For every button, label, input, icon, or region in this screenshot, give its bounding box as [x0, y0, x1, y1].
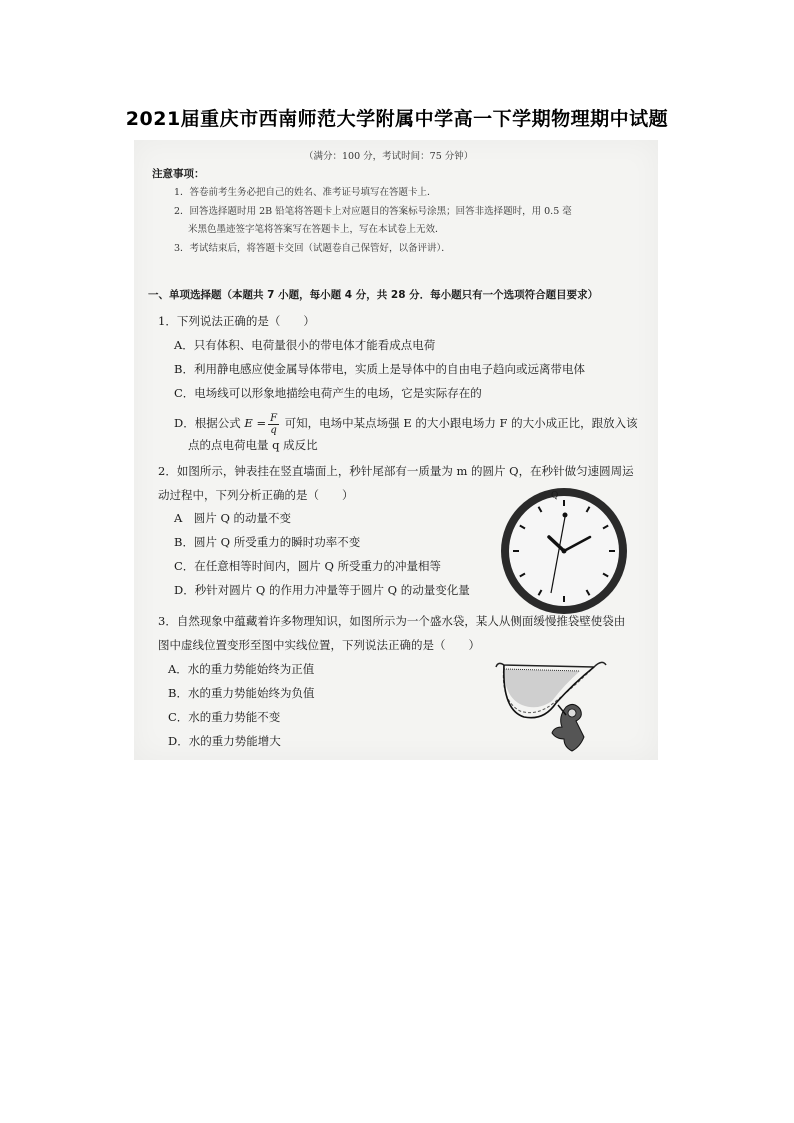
question-1-option-d-cont: 点的点电荷电量 q 成反比: [188, 438, 318, 452]
question-2-option-c: C．在任意相等时间内，圆片 Q 所受重力的冲量相等: [174, 559, 442, 573]
question-1-option-b: B．利用静电感应使金属导体带电，实质上是导体中的自由电子趋向或远离带电体: [174, 362, 585, 376]
person-face: [568, 709, 576, 717]
formula-fraction: [268, 413, 279, 436]
question-3-option-d: D．水的重力势能增大: [168, 734, 281, 748]
page-title: 2021届重庆市西南师范大学附属中学高一下学期物理期中试题: [125, 108, 669, 130]
question-3-option-b: B．水的重力势能始终为负值: [168, 686, 315, 700]
question-2-option-b: B．圆片 Q 所受重力的瞬时功率不变: [174, 535, 361, 549]
question-1-stem: 1．下列说法正确的是（ ）: [158, 314, 315, 328]
section-1-heading: 一、单项选择题（本题共 7 小题，每小题 4 分，共 28 分．每小题只有一个选项符合题目要求）: [148, 289, 599, 301]
question-2-stem-line1: 2．如图所示，钟表挂在竖直墙面上，秒针尾部有一质量为 m 的圆片 Q，在秒针做匀速圆周运: [158, 464, 634, 478]
notice-heading: 注意事项：: [152, 168, 205, 180]
water-bag-figure: [494, 655, 608, 755]
notice-item-2: 2．回答选择题时用 2B 铅笔将答题卡上对应题目的答案标号涂黑；回答非选择题时，用 0.5 毫: [174, 206, 572, 217]
option-d-suffix: 可知，电场中某点场强 E 的大小跟电场力 F 的大小成正比，跟放入该: [284, 416, 638, 430]
score-time-info: （满分：100 分，考试时间：75 分钟）: [304, 151, 474, 162]
question-1-option-a: A．只有体积、电荷量很小的带电体才能看成点电荷: [174, 338, 436, 352]
formula-denominator: q: [270, 424, 277, 436]
formula-numerator: F: [270, 412, 278, 424]
question-2-stem-line2: 动过程中，下列分析正确的是（ ）: [158, 488, 354, 502]
water-fill: [504, 669, 580, 707]
question-3-option-a: A．水的重力势能始终为正值: [168, 662, 315, 676]
question-1-option-d: [174, 410, 638, 436]
question-2-option-d: D．秒针对圆片 Q 的作用力冲量等于圆片 Q 的动量变化量: [174, 583, 470, 597]
formula-lhs: E =: [244, 416, 267, 430]
clock-figure: [498, 485, 630, 617]
question-2-option-a: A 圆片 Q 的动量不变: [174, 511, 292, 525]
question-1-option-c: C．电场线可以形象地描绘电荷产生的电场，它是实际存在的: [174, 386, 482, 400]
question-3-stem-line1: 3．自然现象中蕴藏着许多物理知识，如图所示为一个盛水袋，某人从侧面缓慢推袋壁使袋由: [158, 614, 626, 628]
notice-item-2-cont: 米黑色墨迹签字笔将答案写在答题卡上，写在本试卷上无效．: [188, 224, 445, 235]
question-3-option-c: C．水的重力势能不变: [168, 710, 281, 724]
clock-center-pin: [562, 549, 567, 554]
question-3-stem-line2: 图中虚线位置变形至图中实线位置，下列说法正确的是（ ）: [158, 638, 480, 652]
option-d-prefix: D．根据公式: [174, 416, 241, 430]
notice-item-1: 1．答卷前考生务必把自己的姓名、准考证号填写在答题卡上．: [174, 187, 437, 198]
disc-q: [563, 513, 568, 518]
notice-item-3: 3．考试结束后，将答题卡交回（试题卷自己保管好，以备评讲）．: [174, 243, 451, 254]
scanned-exam-page: [134, 140, 658, 760]
disc-q-label: Q: [551, 491, 559, 501]
bag-rim: [496, 662, 606, 667]
